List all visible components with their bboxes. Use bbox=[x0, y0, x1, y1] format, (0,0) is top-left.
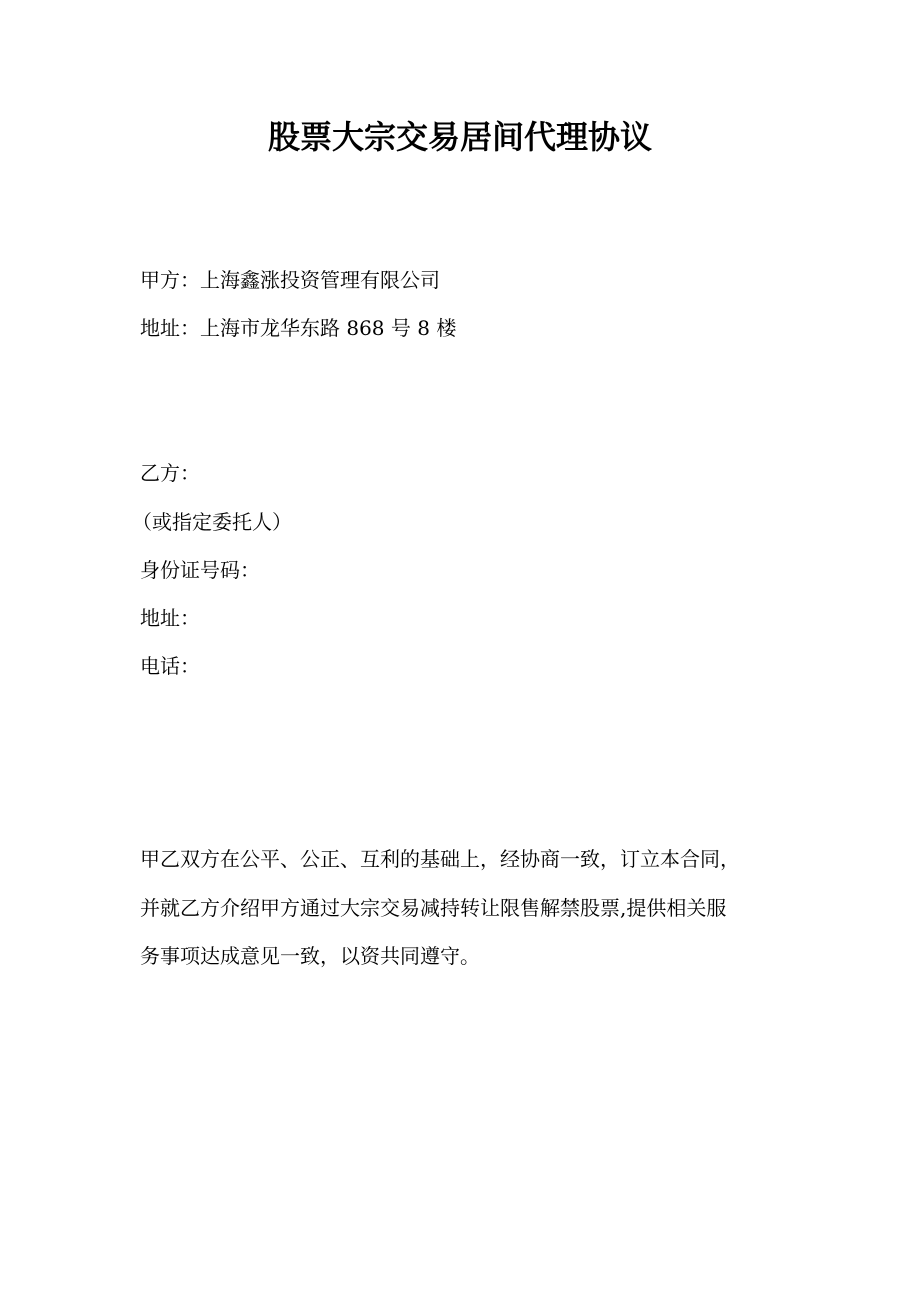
party-a-name: 甲方：上海鑫涨投资管理有限公司 bbox=[140, 268, 440, 292]
preamble-line-2: 并就乙方介绍甲方通过大宗交易减持转让限售解禁股票,提供相关服 bbox=[140, 896, 727, 920]
preamble-line-1: 甲乙双方在公平、公正、互利的基础上，经协商一致，订立本合同， bbox=[140, 847, 740, 871]
party-a-address: 地址：上海市龙华东路 868 号 8 楼 bbox=[140, 316, 457, 340]
document-title: 股票大宗交易居间代理协议 bbox=[267, 118, 652, 156]
party-b-phone: 电话： bbox=[140, 654, 200, 678]
party-b-address: 地址： bbox=[140, 606, 200, 630]
preamble-line-3: 务事项达成意见一致，以资共同遵守。 bbox=[140, 944, 480, 968]
party-b-designee: （或指定委托人） bbox=[132, 510, 292, 534]
party-b-name: 乙方： bbox=[140, 461, 200, 485]
party-b-id-number: 身份证号码： bbox=[140, 558, 260, 582]
